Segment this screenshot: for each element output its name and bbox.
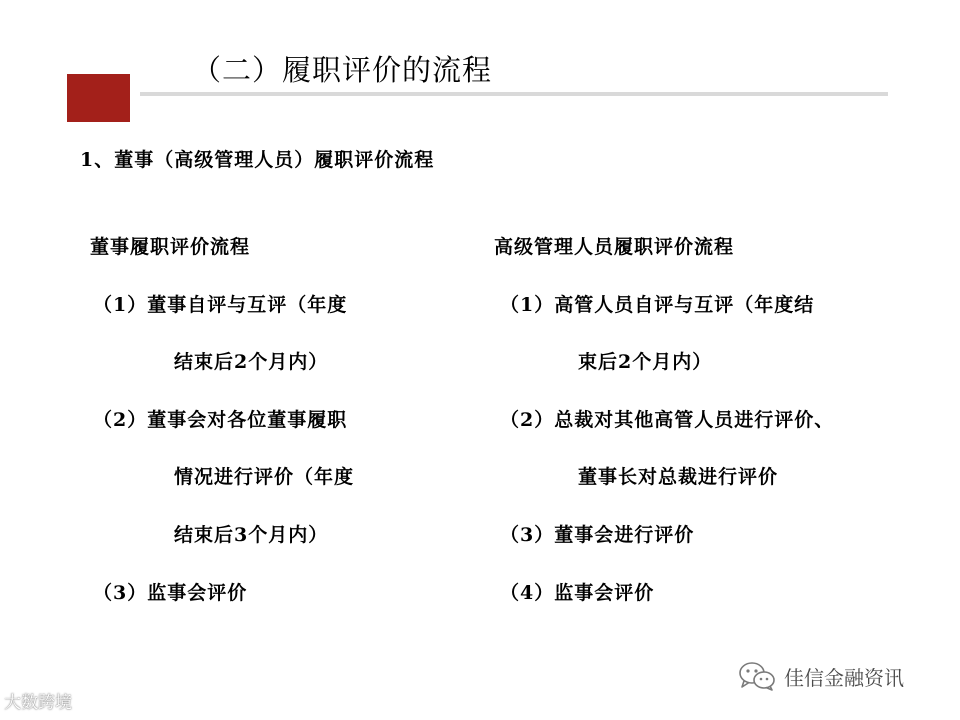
title-accent-block xyxy=(67,74,130,122)
title-divider xyxy=(140,92,888,96)
right-step-1-line-2: 束后2个月内） xyxy=(578,351,713,373)
section-subtitle: 1、董事（高级管理人员）履职评价流程 xyxy=(80,149,435,171)
watermark-bottom-left: 大数跨境 xyxy=(4,693,72,713)
left-step-2-line-3: 结束后3个月内） xyxy=(174,524,329,546)
wechat-icon xyxy=(738,660,776,692)
right-step-1-line-1: （1）高管人员自评与互评（年度结 xyxy=(500,294,815,316)
left-step-1-line-1: （1）董事自评与互评（年度 xyxy=(93,294,348,316)
left-column-heading: 董事履职评价流程 xyxy=(90,236,251,258)
right-step-4-line-1: （4）监事会评价 xyxy=(500,582,655,604)
left-step-2-line-2: 情况进行评价（年度 xyxy=(174,466,355,488)
watermark-bottom-right-text: 佳信金融资讯 xyxy=(784,665,904,690)
left-step-1-line-2: 结束后2个月内） xyxy=(174,351,329,373)
right-step-3-line-1: （3）董事会进行评价 xyxy=(500,524,695,546)
right-step-2-line-1: （2）总裁对其他高管人员进行评价、 xyxy=(500,409,835,431)
slide-title: （二）履职评价的流程 xyxy=(192,53,493,87)
left-step-3-line-1: （3）监事会评价 xyxy=(93,582,248,604)
right-column-heading: 高级管理人员履职评价流程 xyxy=(494,236,735,258)
right-step-2-line-2: 董事长对总裁进行评价 xyxy=(578,466,779,488)
left-step-2-line-1: （2）董事会对各位董事履职 xyxy=(93,409,348,431)
watermark-bottom-right xyxy=(738,660,904,692)
